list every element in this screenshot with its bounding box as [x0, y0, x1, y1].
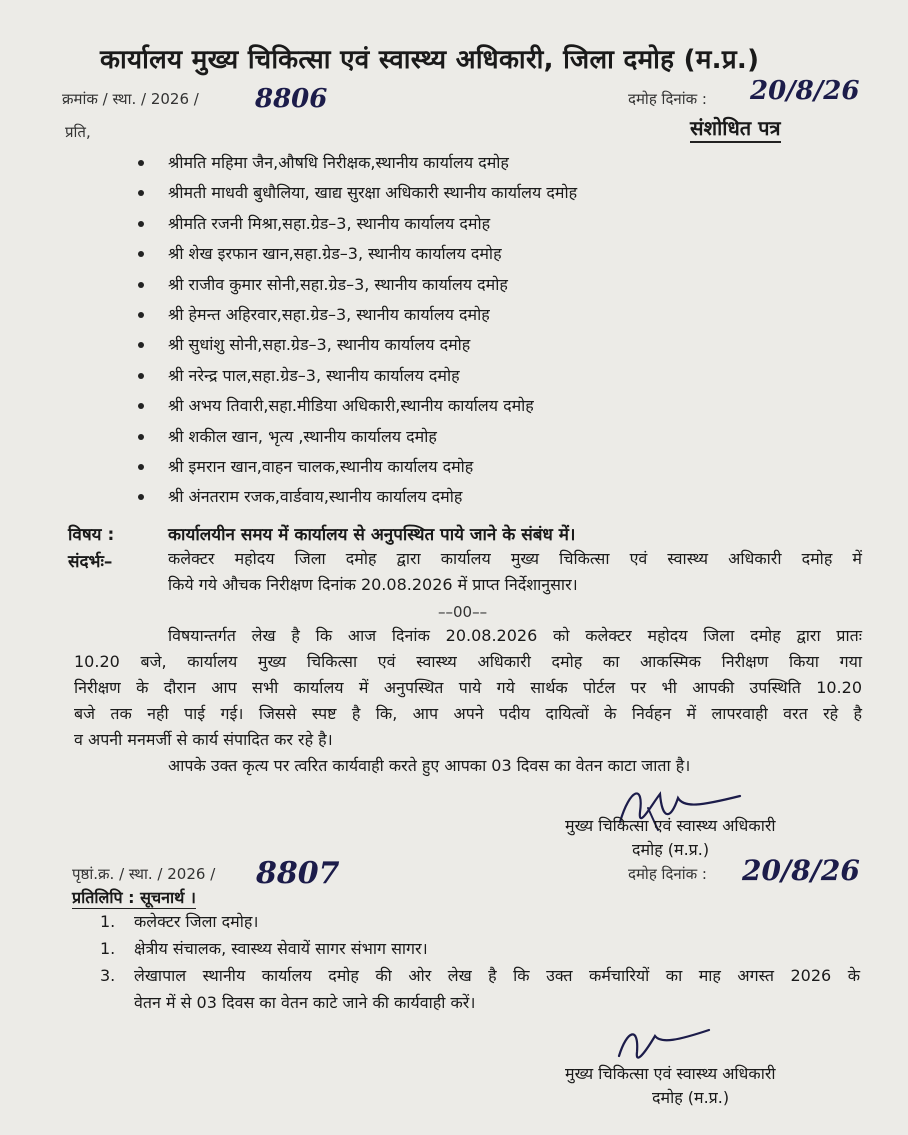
separator: ––00–– [438, 603, 488, 621]
body-line: विषयान्तर्गत लेख है कि आज दिनांक 20.08.2026 को कलेक्टर महोदय जिला दमोह द्वारा प्रातः [168, 626, 862, 645]
signatory-title: मुख्य चिकित्सा एवं स्वास्थ्य अधिकारी [565, 1064, 776, 1083]
recipient-item: श्री इमरान खान,वाहन चालक,स्थानीय कार्यालय दमोह [130, 452, 577, 482]
copy-to-label: प्रतिलिपि : सूचनार्थ । [72, 888, 196, 907]
reference-label: संदर्भः– [68, 552, 113, 572]
recipient-item: श्री सुधांशु सोनी,सहा.ग्रेड–3, स्थानीय कार्यालय दमोह [130, 330, 577, 360]
endorsement-ref-handwritten: 8807 [256, 856, 340, 891]
copy-item [100, 962, 860, 989]
recipient-list [130, 148, 577, 513]
amended-letter-label: संशोधित पत्र [690, 114, 781, 143]
copy-number: 3. [100, 966, 116, 985]
copy-text: कलेक्टर जिला दमोह। [134, 912, 259, 931]
copy-item-continuation [100, 989, 860, 1016]
reference-number-label: क्रमांक / स्था. / 2026 / [62, 90, 199, 108]
copy-text: क्षेत्रीय संचालक, स्वास्थ्य सेवायें सागर संभाग सागर। [134, 939, 428, 958]
copy-number: 1. [100, 912, 116, 931]
body-line: 10.20 बजे, कार्यालय मुख्य चिकित्सा एवं स्वास्थ्य अधिकारी दमोह का आकस्मिक निरीक्षण किया गया [74, 652, 862, 671]
reference-line: कलेक्टर महोदय जिला दमोह द्वारा कार्यालय मुख्य चिकित्सा एवं स्वास्थ्य अधिकारी दमोह में [168, 549, 862, 568]
recipient-item: श्रीमति महिमा जैन,औषधि निरीक्षक,स्थानीय कार्यालय दमोह [130, 148, 577, 178]
recipient-item: श्रीमती माधवी बुधौलिया, खाद्य सुरक्षा अधिकारी स्थानीय कार्यालय दमोह [130, 178, 577, 208]
body-line: निरीक्षण के दौरान आप सभी कार्यालय में अनुपस्थित पाये गये सार्थक पोर्टल पर भी आपकी उपस्थिति 10.20 [74, 678, 862, 697]
copy-text: लेखापाल स्थानीय कार्यालय दमोह की ओर लेख है कि उक्त कर्मचारियों का माह अगस्त 2026 के [134, 966, 860, 985]
office-title: कार्यालय मुख्य चिकित्सा एवं स्वास्थ्य अधिकारी, जिला दमोह (म.प्र.) [100, 45, 760, 75]
endorsement-ref-label: पृष्ठां.क्र. / स्था. / 2026 / [72, 865, 216, 883]
signatory-place: दमोह (म.प्र.) [652, 1088, 730, 1107]
copy-item [100, 908, 860, 935]
reference-number-handwritten: 8806 [255, 84, 328, 114]
recipient-item: श्री राजीव कुमार सोनी,सहा.ग्रेड–3, स्थानीय कार्यालय दमोह [130, 270, 577, 300]
recipient-item: श्री अंनतराम रजक,वार्डवाय,स्थानीय कार्यालय दमोह [130, 482, 577, 512]
copy-number: 1. [100, 939, 116, 958]
endorsement-date-handwritten: 20/8/26 [742, 854, 860, 887]
copy-text: वेतन में से 03 दिवस का वेतन काटे जाने की कार्यवाही करें। [134, 993, 476, 1012]
recipient-item: श्रीमति रजनी मिश्रा,सहा.ग्रेड–3, स्थानीय कार्यालय दमोह [130, 209, 577, 239]
copy-list [100, 908, 860, 1016]
endorsement-date-label: दमोह दिनांक : [628, 865, 707, 883]
date-handwritten: 20/8/26 [750, 76, 860, 106]
reference-line: किये गये औचक निरीक्षण दिनांक 20.08.2026 में प्राप्त निर्देशानुसार। [168, 575, 578, 594]
body-line: आपके उक्त कृत्य पर त्वरित कार्यवाही करते हुए आपका 03 दिवस का वेतन काटा जाता है। [168, 756, 691, 775]
recipient-item: श्री शेख इरफान खान,सहा.ग्रेड–3, स्थानीय कार्यालय दमोह [130, 239, 577, 269]
body-line: व अपनी मनमर्जी से कार्य संपादित कर रहे है। [74, 730, 333, 749]
date-label: दमोह दिनांक : [628, 90, 707, 108]
to-label: प्रति, [65, 123, 91, 141]
body-line: बजे तक नही पाई गई। जिससे स्पष्ट है कि, आप अपने पदीय दायित्वों के निर्वहन में लापरवाही वरत रहे है [74, 704, 862, 723]
copy-item [100, 935, 860, 962]
signatory-place: दमोह (म.प्र.) [632, 840, 710, 859]
recipient-item: श्री नरेन्द्र पाल,सहा.ग्रेड–3, स्थानीय कार्यालय दमोह [130, 361, 577, 391]
signatory-title: मुख्य चिकित्सा एवं स्वास्थ्य अधिकारी [565, 816, 776, 835]
recipient-item: श्री अभय तिवारी,सहा.मीडिया अधिकारी,स्थानीय कार्यालय दमोह [130, 391, 577, 421]
recipient-item: श्री हेमन्त अहिरवार,सहा.ग्रेड–3, स्थानीय कार्यालय दमोह [130, 300, 577, 330]
subject-label: विषय : [68, 525, 115, 545]
recipient-item: श्री शकील खान, भृत्य ,स्थानीय कार्यालय दमोह [130, 422, 577, 452]
subject-text: कार्यालयीन समय में कार्यालय से अनुपस्थित पाये जाने के संबंध में। [168, 525, 576, 545]
